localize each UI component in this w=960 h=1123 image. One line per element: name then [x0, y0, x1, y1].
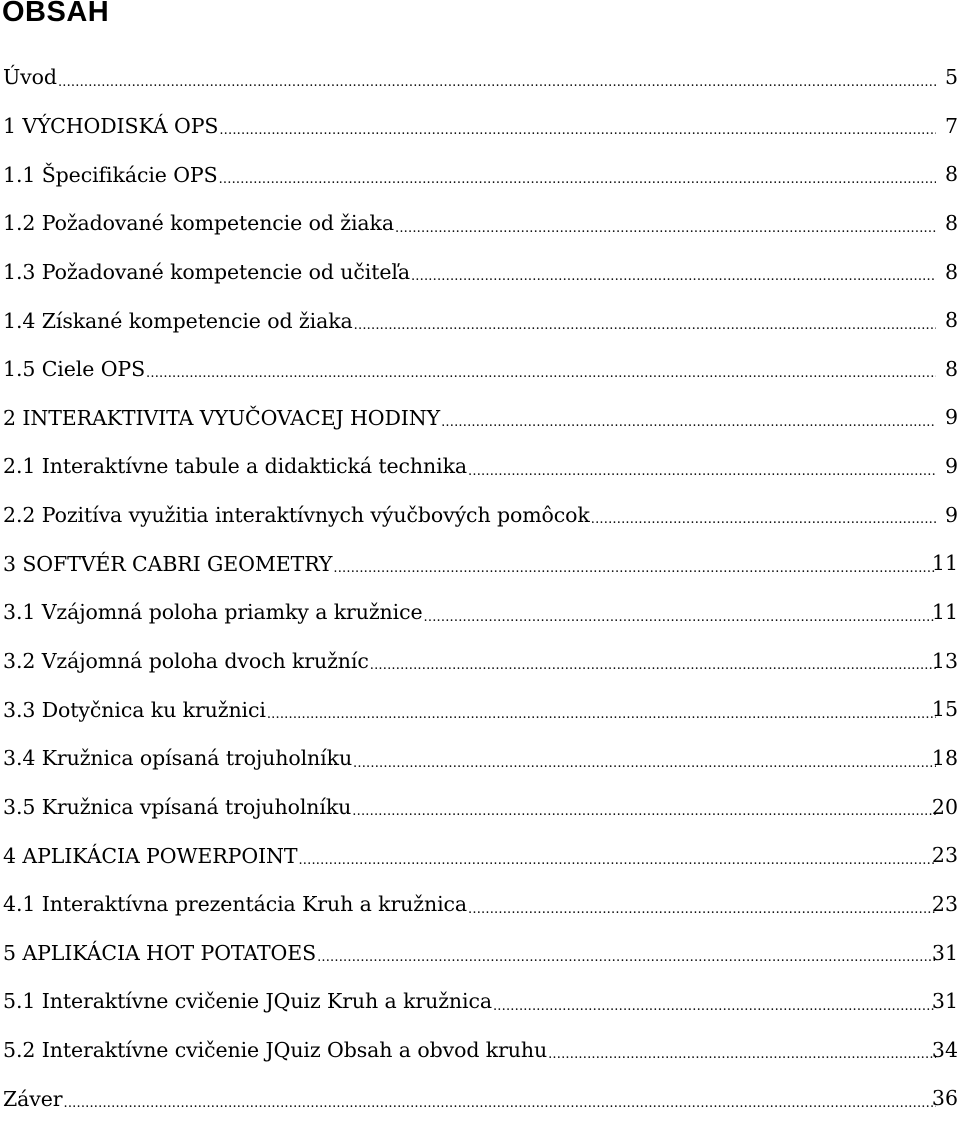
toc-entry[interactable]: [3, 393, 958, 442]
toc-entry-label: Záver: [3, 1086, 63, 1111]
toc-dot-leader: [298, 848, 936, 880]
toc-dot-leader: [493, 994, 936, 1026]
toc-entry-page: 11: [931, 600, 958, 625]
toc-entry[interactable]: [3, 248, 958, 297]
toc-entry-page: 5: [944, 65, 958, 89]
toc-entry-page: 36: [931, 1086, 958, 1111]
toc-entry[interactable]: [3, 296, 958, 345]
toc-entry-label: Úvod: [3, 65, 57, 90]
toc-entry[interactable]: [3, 150, 958, 199]
toc-entry-page: 8: [944, 308, 958, 333]
toc-entry[interactable]: [3, 442, 958, 491]
toc-entry-label: 3.2 Vzájomná poloha dvoch kružníc: [3, 649, 369, 673]
toc-entry-label: 5.1 Interaktívne cvičenie JQuiz Kruh a kružnica: [3, 989, 492, 1014]
toc-entry-page: 8: [944, 356, 958, 381]
toc-entry-label: 5.2 Interaktívne cvičenie JQuiz Obsah a obvod kruhu: [3, 1038, 548, 1063]
toc-dot-leader: [370, 653, 936, 685]
toc-entry-page: 7: [944, 113, 958, 138]
toc-entry-page: 34: [931, 1037, 958, 1062]
toc-dot-leader: [58, 70, 936, 102]
toc-entry-label: 3.1 Vzájomná poloha priamky a kružnice: [3, 600, 423, 625]
toc-entry-page: 23: [931, 843, 958, 868]
toc-dot-leader: [317, 945, 936, 977]
toc-entry[interactable]: [3, 199, 958, 248]
toc-dot-leader: [333, 556, 936, 588]
toc-entry[interactable]: [3, 491, 958, 540]
toc-entry-page: 8: [944, 210, 958, 235]
toc-entry[interactable]: [3, 539, 958, 588]
toc-entry[interactable]: [3, 783, 958, 832]
toc-dot-leader: [146, 361, 936, 393]
toc-dot-leader: [352, 799, 936, 831]
toc-entry-page: 8: [944, 162, 958, 187]
toc-entry-page: 9: [944, 454, 958, 479]
toc-entry[interactable]: [3, 345, 958, 394]
toc-entry-page: 20: [931, 794, 958, 819]
toc-entry[interactable]: [3, 977, 958, 1026]
toc-dot-leader: [441, 410, 936, 442]
toc-entry-label: 2.2 Pozitíva využitia interaktívnych výučbových pomôcok: [3, 503, 590, 528]
toc-entry[interactable]: [3, 637, 958, 686]
toc-entry-page: 9: [944, 405, 958, 430]
toc-dot-leader: [468, 897, 936, 929]
toc-entry[interactable]: [3, 53, 958, 102]
toc-entry-label: 1.4 Získané kompetencie od žiaka: [3, 308, 353, 333]
table-of-contents: [3, 53, 958, 1123]
toc-entry-page: 31: [931, 989, 958, 1014]
toc-entry[interactable]: [3, 102, 958, 151]
toc-entry-page: 8: [944, 259, 958, 284]
toc-dot-leader: [591, 507, 936, 539]
toc-entry[interactable]: [3, 1026, 958, 1075]
toc-entry-page: 31: [931, 940, 958, 965]
toc-dot-leader: [468, 459, 936, 491]
toc-entry[interactable]: [3, 1074, 958, 1123]
toc-entry-label: 1.2 Požadované kompetencie od žiaka: [3, 211, 394, 236]
toc-dot-leader: [548, 1042, 936, 1074]
toc-dot-leader: [63, 1091, 936, 1123]
toc-dot-leader: [219, 118, 936, 150]
toc-dot-leader: [411, 264, 936, 296]
toc-entry[interactable]: [3, 880, 958, 929]
toc-entry-page: 13: [931, 648, 958, 673]
toc-dot-leader: [424, 605, 936, 637]
toc-entry-label: 4.1 Interaktívna prezentácia Kruh a kružnica: [3, 892, 468, 917]
toc-entry-label: 5 APLIKÁCIA HOT POTATOES: [3, 940, 317, 965]
toc-entry[interactable]: [3, 734, 958, 783]
toc-dot-leader: [395, 216, 936, 248]
toc-entry[interactable]: [3, 588, 958, 637]
toc-dot-leader: [353, 751, 936, 783]
toc-dot-leader: [354, 313, 936, 345]
toc-entry-label: 3.5 Kružnica vpísaná trojuholníku: [3, 794, 352, 819]
toc-entry-page: 9: [944, 502, 958, 527]
toc-entry-label: 3.4 Kružnica opísaná trojuholníku: [3, 746, 353, 771]
toc-entry-page: 23: [931, 891, 958, 916]
page-title: OBSAH: [2, 0, 110, 28]
toc-entry-label: 2.1 Interaktívne tabule a didaktická technika: [3, 454, 468, 479]
toc-entry[interactable]: [3, 685, 958, 734]
toc-dot-leader: [267, 702, 936, 734]
toc-entry-page: 15: [931, 697, 958, 722]
toc-entry-label: 2 INTERAKTIVITA VYUČOVACEJ HODINY: [3, 405, 441, 430]
toc-entry-label: 1.1 Špecifikácie OPS: [3, 162, 218, 187]
toc-entry-label: 3.3 Dotyčnica ku kružnici: [3, 697, 266, 722]
toc-entry[interactable]: [3, 929, 958, 978]
toc-entry[interactable]: [3, 831, 958, 880]
toc-entry-label: 1 VÝCHODISKÁ OPS: [3, 113, 219, 138]
toc-entry-label: 4 APLIKÁCIA POWERPOINT: [3, 843, 298, 868]
toc-entry-page: 18: [931, 745, 958, 770]
toc-dot-leader: [219, 167, 936, 199]
toc-entry-label: 1.3 Požadované kompetencie od učiteľa: [3, 259, 410, 284]
toc-entry-label: 1.5 Ciele OPS: [3, 357, 146, 382]
toc-entry-page: 11: [931, 551, 958, 576]
toc-entry-label: 3 SOFTVÉR CABRI GEOMETRY: [3, 551, 333, 576]
